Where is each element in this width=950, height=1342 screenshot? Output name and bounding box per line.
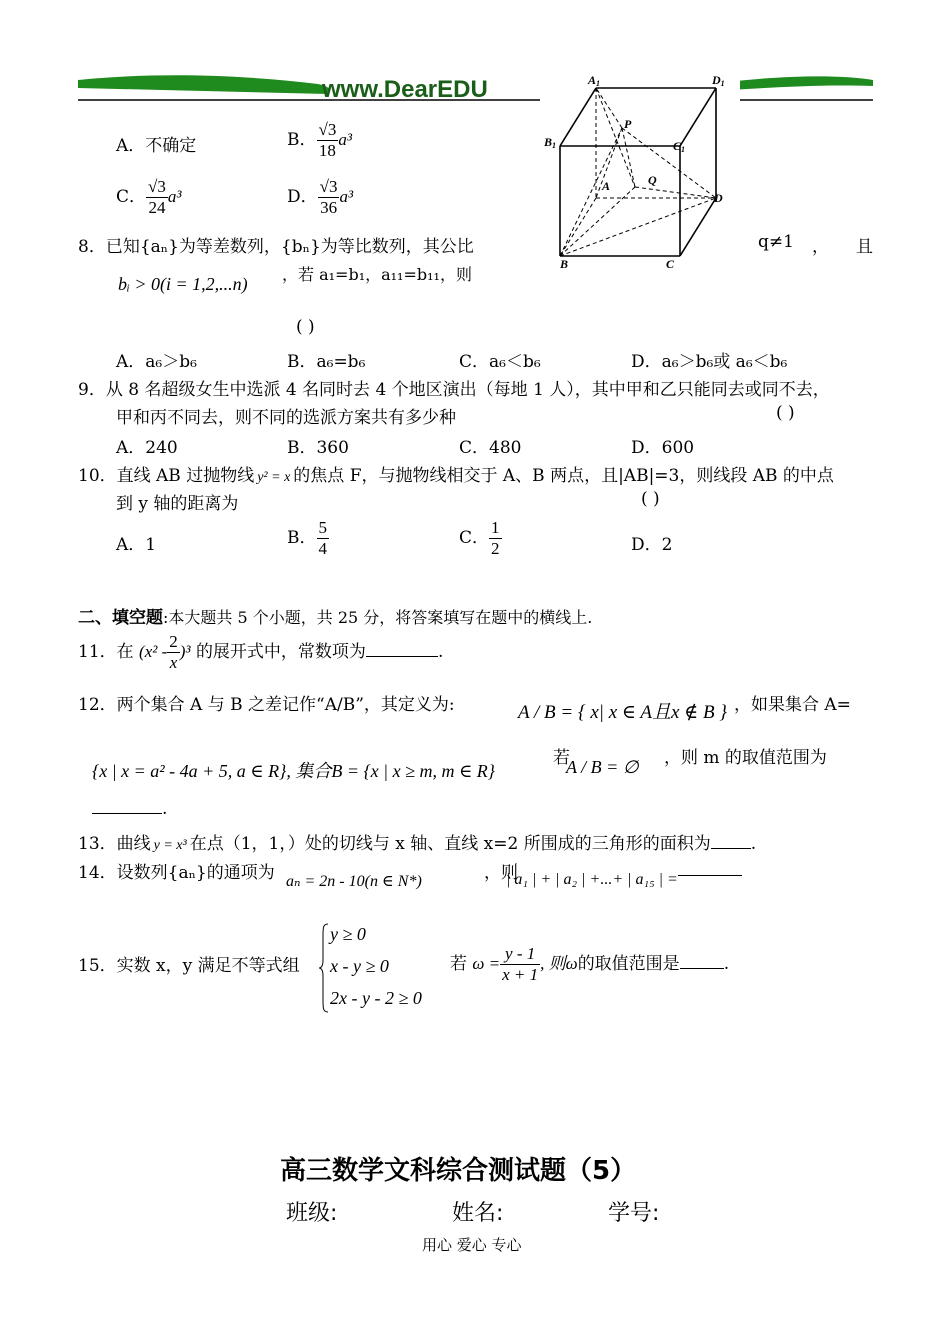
- cube-label-b1: B1: [544, 135, 557, 150]
- q10-option-a: A．1: [116, 535, 157, 555]
- q8-q-condition: q≠1: [758, 232, 794, 252]
- cube-label-d: D: [714, 191, 723, 205]
- name-label: 姓名:: [452, 1201, 504, 1226]
- q12-stem-post: ，则 m 的取值范围为: [664, 748, 827, 768]
- page-title: 高三数学文科综合测试题（5）: [280, 1156, 637, 1186]
- q15-brace: [318, 922, 330, 1014]
- q8-comma: ，: [812, 237, 829, 257]
- q10-option-d: D．2: [631, 535, 673, 555]
- cube-label-a1: A1: [588, 73, 601, 88]
- cube-label-c1: C1: [673, 139, 686, 154]
- q8-option-c: C．a₆＜b₆: [459, 352, 541, 372]
- cube-label-d1: D1: [712, 73, 725, 88]
- q8-option-a: A．a₆＞b₆: [116, 352, 197, 372]
- q15-inequality-3: 2x - y - 2 ≥ 0: [330, 988, 422, 1008]
- cube-label-c: C: [666, 257, 675, 271]
- cube-label-p: P: [624, 117, 632, 131]
- class-label: 班级:: [286, 1201, 338, 1226]
- q12-set-a: {x | x = a² - 4a + 5, a ∈ R}, 集合B = {x | x ≥ m, m ∈ R}: [92, 761, 495, 781]
- q7-option-c: C． $\frac{√3}{24}$ a³: [116, 177, 182, 217]
- q8-answer-paren: ( ): [296, 317, 315, 337]
- q10-option-c: C． $\frac{1}{2}$: [459, 518, 500, 558]
- q15-stem: 15．实数 x，y 满足不等式组: [78, 956, 300, 976]
- q8-option-d: D．a₆＞b₆或 a₆＜b₆: [631, 352, 788, 372]
- q9-option-a: A．240: [116, 438, 178, 458]
- cube-figure: [540, 72, 740, 272]
- student-id-label: 学号:: [608, 1201, 660, 1226]
- q14-stem-mid: ，则: [484, 863, 518, 883]
- q11-stem: 11．在 (x² - $\frac{2}{x}$ )³ 的展开式中，常数项为 .: [78, 632, 444, 672]
- q12-definition: A / B = { x| x ∈ A且x ∉ B }: [518, 702, 727, 723]
- q14-stem: 14．设数列{aₙ}的通项为: [78, 863, 275, 883]
- q15-inequality-2: x - y ≥ 0: [330, 956, 389, 976]
- q7-option-d: D． $\frac{√3}{36}$ a³: [287, 177, 354, 217]
- q10-answer-paren: ( ): [641, 489, 660, 509]
- q14-sum: | a₁ | + | a₂ | +...+ | a₁₅ | =: [506, 871, 742, 889]
- q12-answer-blank: .: [92, 799, 167, 819]
- footer-motto: 用心 爱心 专心: [422, 1236, 522, 1254]
- cube-label-a: A: [602, 179, 611, 193]
- q9-stem-line1: 9．从 8 名超级女生中选派 4 名同时去 4 个地区演出（每地 1 人），其中甲和乙只能同去或同不去，: [78, 380, 830, 400]
- q10-option-b: B． $\frac{5}{4}$: [287, 518, 327, 558]
- q8-condition-math: bᵢ > 0(i = 1,2,...n): [118, 274, 248, 294]
- q8-qie: 且: [856, 237, 873, 257]
- q9-stem-line2: 甲和丙不同去，则不同的选派方案共有多少种: [116, 408, 456, 428]
- q8-option-b: B．a₆=b₆: [287, 352, 366, 372]
- q12-condition: A / B = ∅: [566, 757, 639, 777]
- q9-answer-paren: ( ): [776, 403, 795, 423]
- q9-option-c: C．480: [459, 438, 522, 458]
- q8-stem-line2: ，若 a₁=b₁，a₁₁=b₁₁，则: [282, 265, 472, 284]
- cube-label-q: Q: [648, 173, 657, 187]
- q12-ruo: 若: [553, 748, 570, 768]
- q7-option-b: B． $\frac{√3}{18}$ a³: [287, 120, 352, 160]
- q15-inequality-1: y ≥ 0: [330, 924, 366, 944]
- q12-stem-line1: 12．两个集合 A 与 B 之差记作“A/B”，其定义为:: [78, 695, 455, 715]
- q9-option-d: D．600: [631, 438, 695, 458]
- header-logo: www.DearEDU: [322, 76, 488, 103]
- cube-label-b: B: [560, 257, 569, 271]
- section2-heading: 二、填空题:本大题共 5 个小题，共 25 分，将答案填写在题中的横线上.: [78, 608, 593, 628]
- q12-stem-line1b: ，如果集合 A=: [734, 695, 851, 715]
- q13-stem: 13．曲线 y = x³ 在点（1，1，）处的切线与 x 轴、直线 x=2 所围成的三角形的面积为 .: [78, 834, 757, 854]
- q7-option-a: A．不确定: [116, 136, 197, 156]
- q10-stem-line2: 到 y 轴的距离为: [116, 494, 239, 514]
- q8-stem-line1: 8．已知{aₙ}为等差数列，{bₙ}为等比数列，其公比: [78, 237, 474, 257]
- q9-option-b: B．360: [287, 438, 349, 458]
- q14-formula: aₙ = 2n - 10(n ∈ N*): [286, 873, 422, 890]
- q15-omega-expr: 若 ω = $\frac{y - 1}{x + 1}$ , 则ω的取值范围是 .: [450, 944, 730, 984]
- q10-stem-line1: 10．直线 AB 过抛物线 y² = x 的焦点 F，与抛物线相交于 A、B 两点，且|AB|=3，则线段 AB 的中点: [78, 466, 834, 486]
